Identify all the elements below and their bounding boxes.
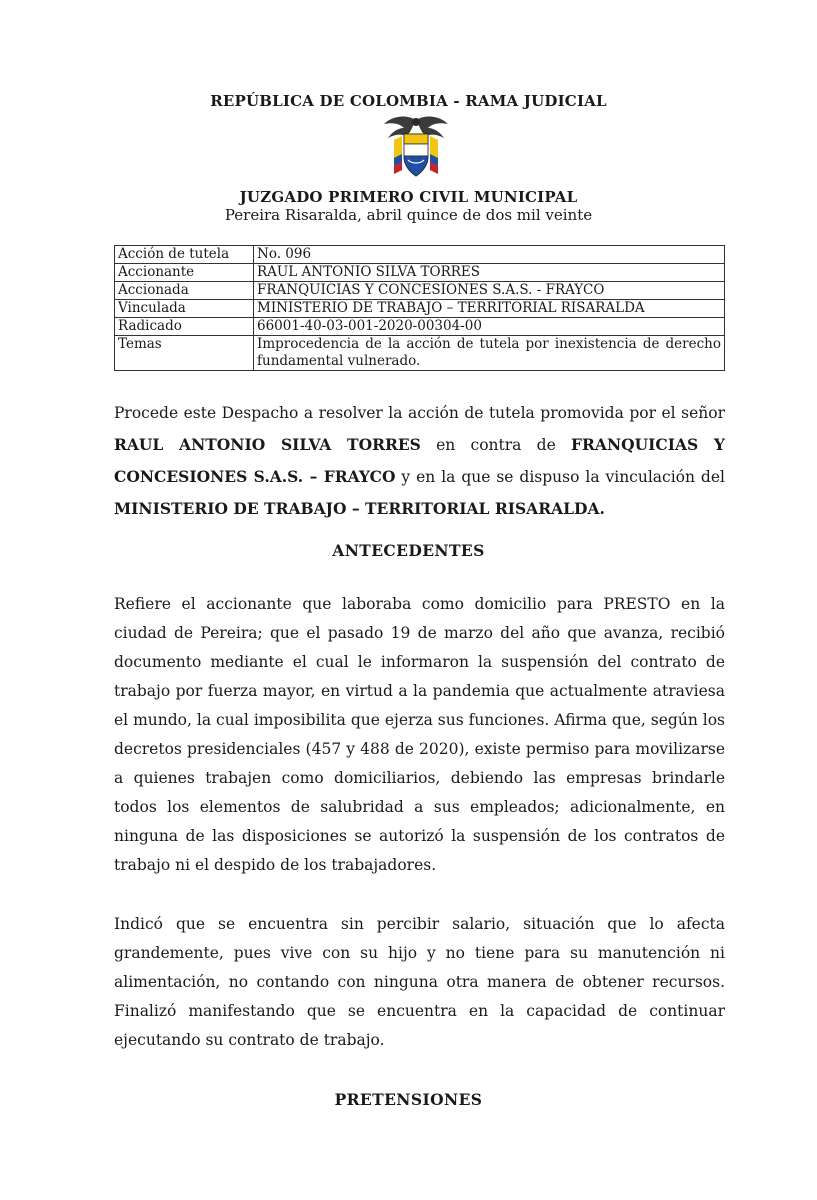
row-label: Acción de tutela [115, 246, 254, 264]
table-row [115, 300, 725, 318]
table-row [115, 282, 725, 300]
row-value: 66001-40-03-001-2020-00304-00 [254, 318, 725, 336]
case-info-table [114, 245, 725, 371]
antecedentes-paragraph-1: Refiere el accionante que laboraba como domicilio para PRESTO en la ciudad de Pereira; que el pasado 19 de marzo del año que avanza, recibió documento mediante el cual le informaron la suspensión del contrato de trabajo por fuerza mayor, en virtud a la pandemia que actualmente atraviesa el mundo, la cual imposibilita que ejerza sus funciones. Afirma que, según los decretos presidenciales (457 y 488 de 2020), existe permiso para movilizarse a quienes trabajen como domiciliarios, debiendo las empresas brindarle todos los elementos de salubridad a sus empleados; adicionalmente, en ninguna de las disposiciones se autorizó la suspensión de los contratos de trabajo ni el despido de los trabajadores. [114, 595, 725, 874]
row-value: No. 096 [254, 246, 725, 264]
intro-paragraph [114, 398, 725, 525]
row-value: Improcedencia de la acción de tutela por inexistencia de derecho fundamental vulnerado. [254, 336, 725, 371]
table-row [115, 318, 725, 336]
row-value: MINISTERIO DE TRABAJO – TERRITORIAL RISARALDA [254, 300, 725, 318]
accionada-name: FRANQUICIAS Y CONCESIONES S.A.S. – FRAYCO [114, 435, 725, 486]
row-value: RAUL ANTONIO SILVA TORRES [254, 264, 725, 282]
row-label: Vinculada [115, 300, 254, 318]
row-label: Radicado [115, 318, 254, 336]
vinculada-name: MINISTERIO DE TRABAJO – TERRITORIAL RISARALDA. [114, 499, 605, 518]
table-row [115, 336, 725, 371]
place-date: Pereira Risaralda, abril quince de dos mil veinte [224, 206, 593, 224]
intro-text-2: en contra de [420, 436, 572, 454]
accionante-name: RAUL ANTONIO SILVA TORRES [114, 435, 421, 454]
coat-of-arms-seal [380, 110, 452, 182]
pretensiones-heading: PRETENSIONES [334, 1090, 483, 1109]
row-label: Accionante [115, 264, 254, 282]
intro-text-3: y en la que se dispuso la vinculación del [395, 468, 725, 486]
intro-text-1: Procede este Despacho a resolver la acción de tutela promovida por el señor [114, 404, 725, 422]
court-name-heading: JUZGADO PRIMERO CIVIL MUNICIPAL [239, 188, 578, 206]
antecedentes-paragraph-2: Indicó que se encuentra sin percibir salario, situación que lo afecta grandemente, pues vive con su hijo y no tiene para su manutención ni alimentación, no contando con ninguna otra manera de obtener recursos. Finalizó manifestando que se encuentra en la capacidad de continuar ejecutando su contrato de trabajo. [114, 915, 725, 1049]
table-row [115, 246, 725, 264]
row-value: FRANQUICIAS Y CONCESIONES S.A.S. - FRAYCO [254, 282, 725, 300]
antecedentes-heading: ANTECEDENTES [332, 541, 485, 560]
row-label: Accionada [115, 282, 254, 300]
row-label: Temas [115, 336, 254, 371]
table-row [115, 264, 725, 282]
republica-heading: REPÚBLICA DE COLOMBIA - RAMA JUDICIAL [210, 92, 607, 110]
